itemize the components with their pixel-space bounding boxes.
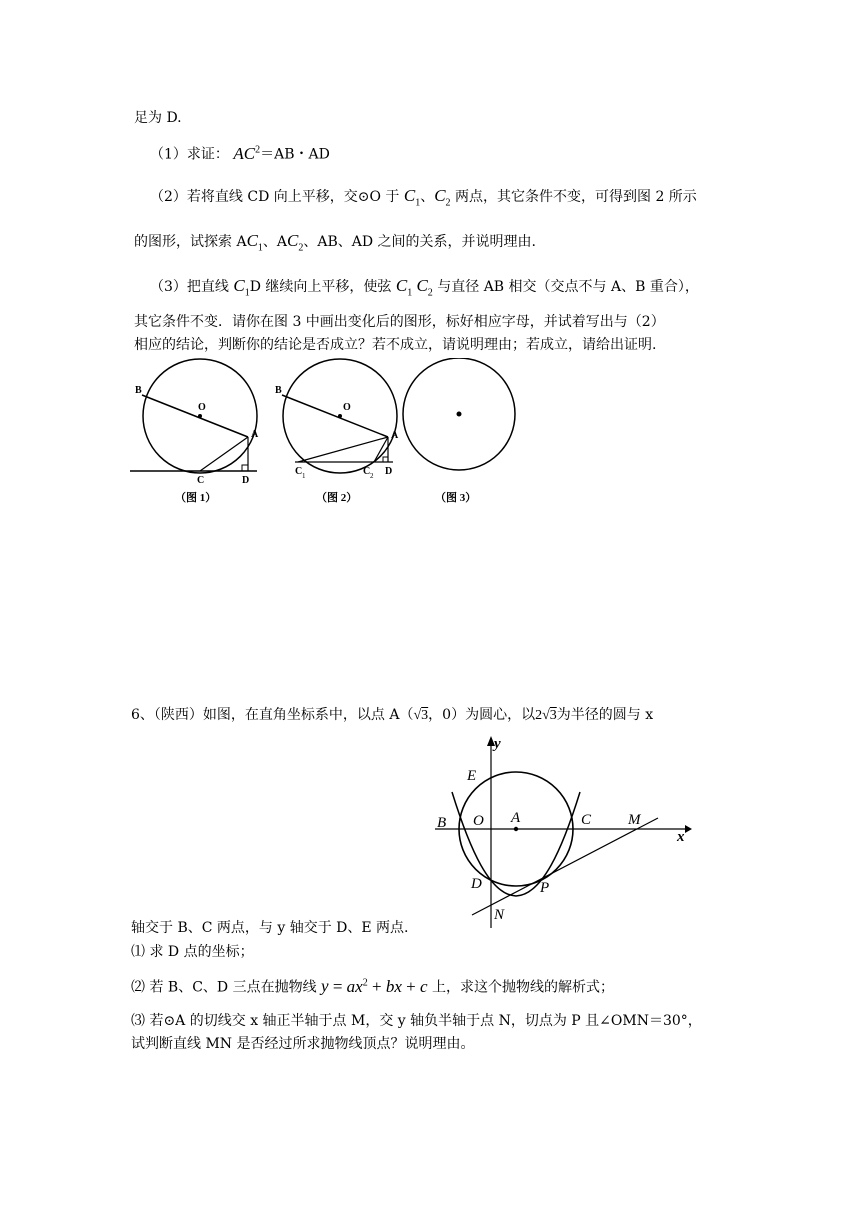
fig1-label-d: D (242, 475, 250, 486)
fig2-label-o: O (343, 402, 351, 413)
fig6-label-b: B (437, 815, 447, 831)
p6-intro (131, 705, 653, 726)
p5-part2-line2 (134, 231, 536, 258)
fig1-caption: （图 1） (175, 492, 217, 504)
fig1-label-c: C (197, 475, 205, 486)
p5-part3-line3: 相应的结论，判断你的结论是否成立？若不成立，请说明理由；若成立，请给出证明. (134, 337, 657, 353)
p5-part1 (150, 140, 330, 165)
p5-part1-prefix: （1）求证： (150, 146, 229, 163)
p6-intro-c: 为半径的圆与 x (556, 707, 654, 723)
p5-part3-prefix: （3）把直线 (150, 279, 229, 295)
p6-q2-suffix: 上，求这个抛物线的解析式； (431, 979, 614, 996)
p6-line2: 轴交于 B、C 两点，与 y 轴交于 D、E 两点. (131, 920, 409, 936)
p6-q3-line1: ⑶ 若⊙A 的切线交 x 轴正半轴于点 M，交 y 轴负半轴于点 N，切点为 P 且∠OMN＝30°， (131, 1013, 702, 1029)
p6-q2 (131, 973, 614, 998)
fig6-label-a: A (511, 810, 521, 826)
p5-part2-c-prefix: 的图形，试探索 A (134, 234, 247, 250)
p6-intro-b: ，0）为圆心，以 (428, 707, 536, 723)
fig6-label-n: N (494, 907, 505, 923)
p5-c1c2: $C_1$ $C_2$ (395, 276, 433, 299)
p6-2sqrt3: 2√3 (535, 708, 557, 723)
p6-q2-prefix: ⑵ 若 B、C、D 三点在抛物线 (131, 979, 317, 996)
fig6-label-o: O (473, 813, 484, 829)
p6-q1: ⑴ 求 D 点的坐标； (131, 944, 254, 960)
p6-q2-formula-rest: = $ax^2$ + bx + c (328, 976, 428, 996)
p5-part3-mid: D 继续向上平移，使弦 (249, 279, 392, 295)
p6-q2-formula: y (321, 976, 329, 996)
p5-part2: （2）若将直线 CD 向上平移，交⊙O 于 $C_1$、$C_2$ 两点，其它条件不变，可得到图 2 所示 (150, 186, 697, 209)
fig2-label-c1: C (295, 466, 303, 477)
figure-1 (130, 359, 259, 504)
fig2-chord-ac1 (298, 437, 388, 462)
fig2-label-a: A (391, 430, 399, 441)
fig2-diameter-ab (282, 395, 388, 437)
p5-c2: $C_2$ (434, 186, 451, 209)
fig6-label-d: D (471, 876, 482, 892)
fig6-x-arrow-icon (685, 825, 692, 833)
fig6-tangent-mn (472, 818, 658, 915)
p5-line0: 足为 D. (134, 110, 182, 126)
figures-1-3 (125, 358, 525, 508)
fig1-center-dot (198, 414, 202, 418)
fig2-sub-2: 2 (370, 472, 374, 480)
fig2-caption: （图 2） (316, 492, 358, 504)
fig1-label-a: A (251, 429, 259, 440)
p6-intro-a: 6、（陕西）如图，在直角坐标系中，以点 A（ (131, 707, 414, 723)
fig2-label-b: B (275, 385, 282, 396)
p5-part3 (150, 276, 699, 303)
fig6-label-m: M (628, 812, 641, 828)
figure-6 (430, 730, 692, 935)
p5-c2b: $C_2$ (287, 231, 304, 254)
fig3-caption: （图 3） (435, 492, 477, 504)
fig6-point-a (514, 827, 518, 831)
figure-2 (275, 359, 399, 504)
fig6-label-p: P (540, 880, 550, 896)
fig6-label-y: y (494, 736, 501, 752)
fig6-label-e: E (467, 768, 477, 784)
fig2-center-dot (338, 414, 342, 418)
fig3-center-dot (457, 412, 462, 417)
p5-part2-b: 两点，其它条件不变，可得到图 2 所示 (455, 189, 697, 205)
p5-part2-c-suffix: 、AB、AD 之间的关系，并说明理由. (303, 234, 537, 250)
fig2-sub-1: 1 (302, 472, 306, 480)
fig1-label-o: O (198, 402, 206, 413)
figure-3 (403, 358, 515, 504)
p5-c1c: $C_1$ (233, 276, 250, 299)
p5-c1: $C_1$ (403, 186, 421, 209)
p5-part3-suffix: 与直径 AB 相交（交点不与 A、B 重合）， (437, 279, 699, 295)
p5-part3-line2: 其它条件不变．请你在图 3 中画出变化后的图形，标好相应字母，并试着写出与（2） (134, 314, 665, 330)
p6-sqrt3: √3 (413, 708, 429, 723)
p5-part2-c-mid: 、A (262, 234, 288, 250)
fig1-chord-ac (200, 437, 248, 471)
fig2-label-c2: C (363, 466, 371, 477)
fig1-diameter-ab (142, 395, 248, 437)
p6-q3-line2: 试判断直线 MN 是否经过所求抛物线顶点？说明理由。 (131, 1036, 475, 1052)
p5-part1-rhs: ＝AB・AD (260, 146, 330, 163)
fig1-right-angle (242, 465, 248, 471)
fig2-label-d: D (385, 466, 393, 477)
fig2-right-angle (383, 457, 388, 462)
fig1-label-b: B (135, 385, 142, 396)
p5-part1-math: $AC^2$ (233, 143, 261, 163)
p5-c1b: $C_1$ (246, 231, 263, 254)
p5-part2-a: （2）若将直线 CD 向上平移，交⊙O 于 (150, 189, 400, 205)
fig6-label-x: x (677, 829, 685, 845)
fig6-label-c: C (581, 812, 592, 828)
